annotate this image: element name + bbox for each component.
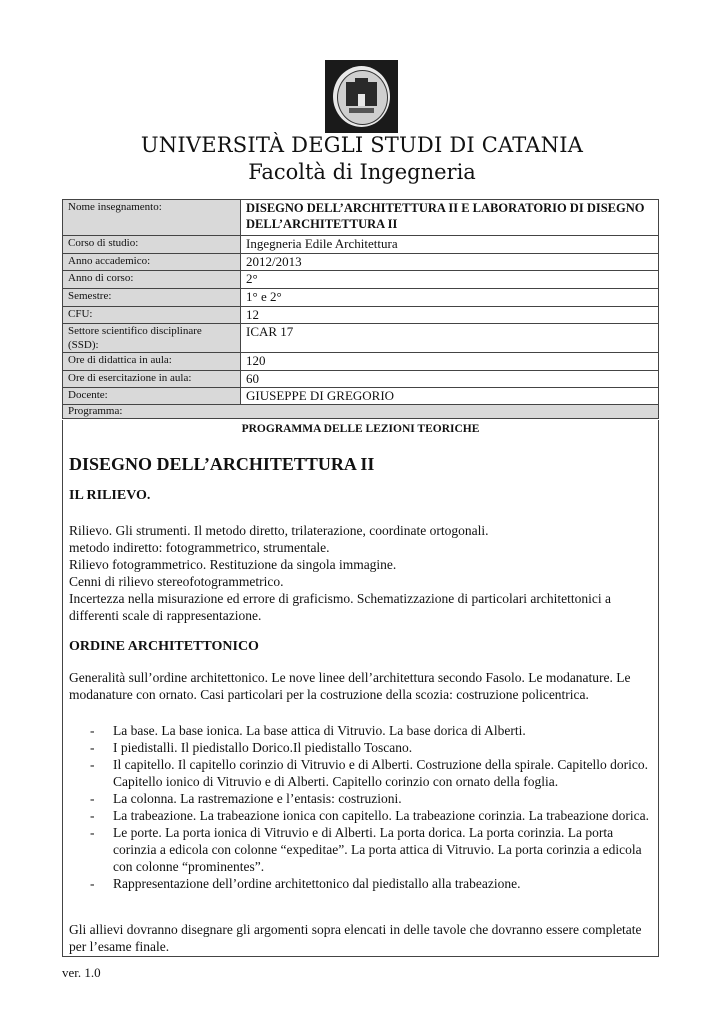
list-item-text: La colonna. La rastremazione e l’entasis: costruzioni.: [113, 791, 402, 806]
row-value: GIUSEPPE DI GREGORIO: [241, 388, 659, 405]
faculty-title: Facoltà di Ingegneria: [248, 160, 476, 184]
list-item: [63, 807, 653, 824]
table-row: [63, 371, 659, 388]
program-content: [62, 420, 659, 957]
list-item-text: Rappresentazione dell’ordine architettonico dal piedistallo alla trabeazione.: [113, 876, 521, 891]
list-dash: -: [90, 740, 95, 755]
table-row: [63, 324, 659, 353]
table-row: [63, 254, 659, 271]
row-label: Anno di corso:: [63, 271, 241, 289]
text-line: Rilievo. Gli strumenti. Il metodo diretto, trilaterazione, coordinate ortogonali.: [69, 523, 489, 538]
list-dash: -: [90, 757, 95, 772]
university-seal-logo: [325, 60, 398, 133]
list-item: [63, 722, 653, 739]
row-label: CFU:: [63, 307, 241, 324]
version-label: ver. 1.0: [62, 965, 101, 980]
row-value: DISEGNO DELL’ARCHITETTURA II E LABORATORIO DI DISEGNO DELL’ARCHITETTURA II: [241, 200, 659, 236]
list-item-text: Il capitello. Il capitello corinzio di Vitruvio e di Alberti. Costruzione della spirale. Capitello dorico. Capitello ionico di Vitruvio e di Alberti. Capitello corinzio con ornato della foglia.: [113, 757, 649, 789]
row-value: 120: [241, 353, 659, 371]
list-item: [63, 790, 653, 807]
table-row: [63, 388, 659, 405]
table-row: [63, 289, 659, 307]
list-dash: -: [90, 723, 95, 738]
list-dash: -: [90, 791, 95, 806]
row-label: Docente:: [63, 388, 241, 405]
table-row: [63, 353, 659, 371]
row-label: Corso di studio:: [63, 236, 241, 254]
ordine-intro-paragraph: Generalità sull’ordine architettonico. Le nove linee dell’architettura secondo Fasolo. Le modanature. Le modanature con ornato. Casi particolari per la costruzione della scozia: costruzione policentrica.: [69, 670, 631, 702]
list-item-text: La trabeazione. La trabeazione ionica con capitello. La trabeazione corinzia. La trabeazione dorica.: [113, 808, 649, 823]
course-info-table: [62, 199, 659, 419]
row-label: Ore di didattica in aula:: [63, 353, 241, 371]
list-item: [63, 739, 653, 756]
program-label: Programma:: [63, 405, 659, 419]
list-item: [63, 824, 653, 875]
row-value: 12: [241, 307, 659, 324]
text-line: Cenni di rilievo stereofotogrammetrico.: [69, 574, 284, 589]
program-subtitle: PROGRAMMA DELLE LEZIONI TEORICHE: [241, 423, 480, 435]
text-line: Incertezza nella misurazione ed errore di graficismo. Schematizzazione di particolari architettonici a differenti scale di rappresentazione.: [69, 591, 611, 623]
row-value: 1° e 2°: [241, 289, 659, 307]
rilievo-heading: IL RILIEVO.: [69, 488, 151, 503]
row-label: Ore di esercitazione in aula:: [63, 371, 241, 388]
list-item-text: La base. La base ionica. La base attica di Vitruvio. La base dorica di Alberti.: [113, 723, 526, 738]
list-dash: -: [90, 808, 95, 823]
row-label: Nome insegnamento:: [63, 200, 241, 236]
row-value: 60: [241, 371, 659, 388]
row-value: 2°: [241, 271, 659, 289]
row-label: Anno accademico:: [63, 254, 241, 271]
table-row: [63, 405, 659, 419]
table-row: [63, 200, 659, 236]
university-title: UNIVERSITÀ DEGLI STUDI DI CATANIA: [140, 133, 584, 157]
text-line: metodo indiretto: fotogrammetrico, strumentale.: [69, 540, 330, 555]
list-item-text: Le porte. La porta ionica di Vitruvio e di Alberti. La porta dorica. La porta corinzia. La porta corinzia a edicola con colonne “expeditae”. La porta attica di Vitruvio. La porta corinzia a edicola con colonne “prominentes”.: [113, 825, 642, 874]
ordine-topic-list: [63, 722, 653, 892]
table-row: [63, 271, 659, 289]
list-item: [63, 875, 653, 892]
table-row: [63, 236, 659, 254]
main-section-title: DISEGNO DELL’ARCHITETTURA II: [69, 454, 375, 474]
row-value: 2012/2013: [241, 254, 659, 271]
ordine-heading: ORDINE ARCHITETTONICO: [69, 639, 259, 654]
text-line: Rilievo fotogrammetrico. Restituzione da singola immagine.: [69, 557, 397, 572]
list-dash: -: [90, 876, 95, 891]
row-value: ICAR 17: [241, 324, 659, 353]
table-row: [63, 307, 659, 324]
list-item-text: I piedistalli. Il piedistallo Dorico.Il piedistallo Toscano.: [113, 740, 413, 755]
row-value: Ingegneria Edile Architettura: [241, 236, 659, 254]
rilievo-paragraph: [69, 522, 654, 624]
list-item: [63, 756, 653, 790]
closing-paragraph: Gli allievi dovranno disegnare gli argomenti sopra elencati in delle tavole che dovranno essere completate per l’esame finale.: [69, 922, 642, 954]
row-label: Settore scientifico disciplinare (SSD):: [63, 324, 241, 353]
row-label: Semestre:: [63, 289, 241, 307]
list-dash: -: [90, 825, 95, 840]
